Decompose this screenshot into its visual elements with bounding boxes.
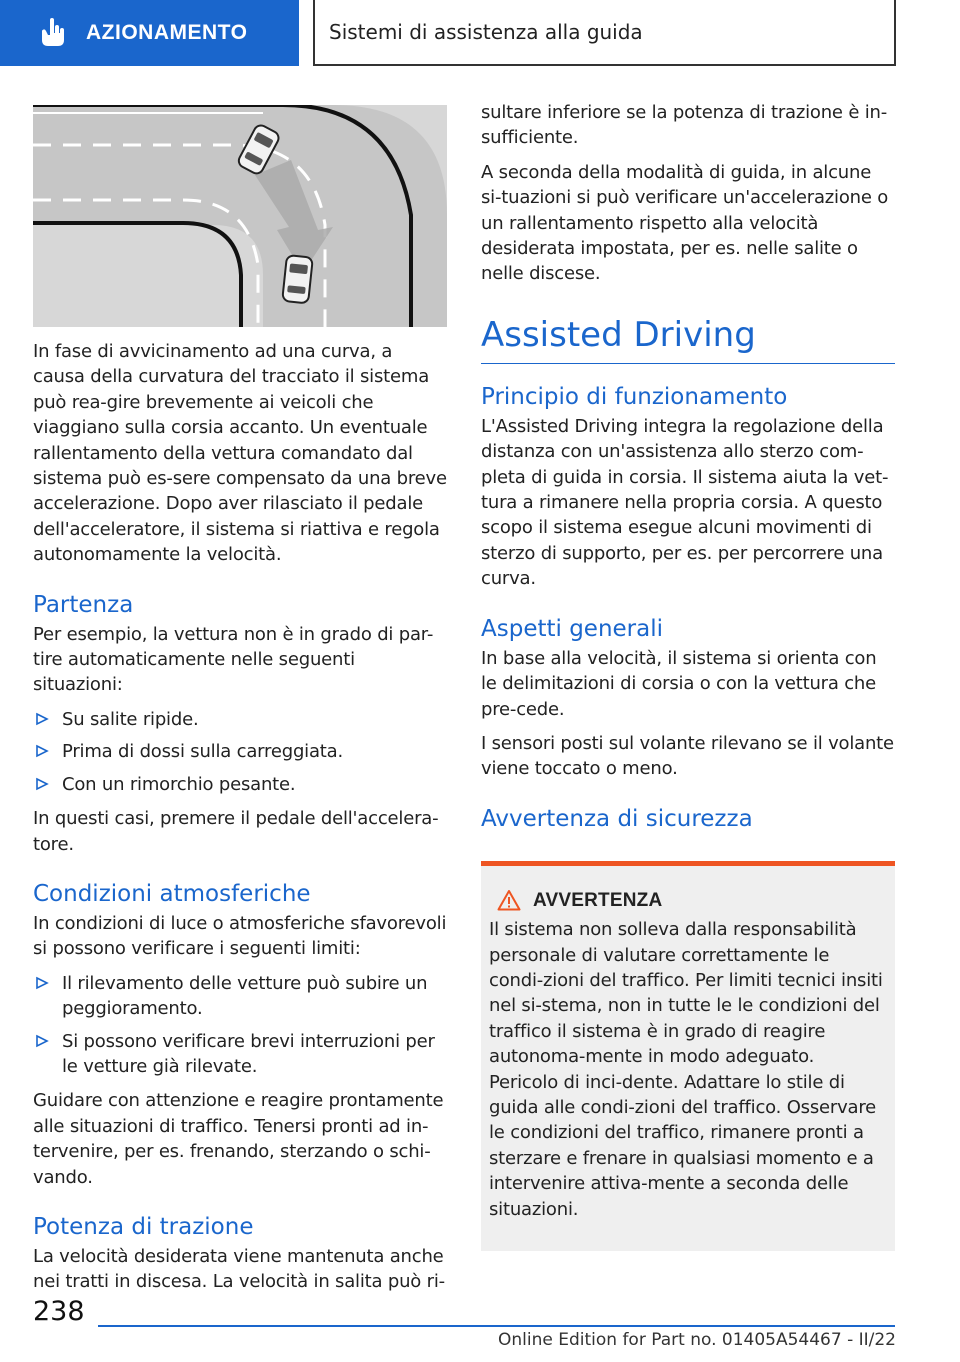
triangle-bullet-icon [35,709,49,729]
right-column [481,100,895,1251]
steering-hand-icon [34,16,68,50]
edition-text: Online Edition for Part no. 01405A54467 - II/22 [497,1330,896,1350]
triangle-bullet-icon [35,1031,49,1051]
partenza-list [33,707,447,797]
condizioni-paragraph: In condizioni di luce o atmosferiche sfavorevoli si possono verificare i seguenti limiti: [33,912,447,960]
section-label: AZIONAMENTO [86,21,248,44]
continuation-paragraph: sultare inferiore se la potenza di trazione è in-sufficiente. [481,102,888,149]
footer-divider [98,1325,895,1327]
heading-principio: Principio di funzionamento [481,383,788,410]
left-column [33,90,447,1304]
principio-paragraph: L'Assisted Driving integra la regolazione della distanza con un'assistenza allo sterzo com-pleta di guida in corsia. Il sistema aiuta la vet-tura a rimanere nella propria corsia. A questo scopo il sistema esegue alcuni movimenti di sterzo di supporto, per es. per percorrere una curva. [481,415,889,590]
heading-partenza: Partenza [33,591,134,618]
partenza-paragraph: Per esempio, la vettura non è in grado di par-tire automaticamente nelle seguenti situazioni: [33,623,434,696]
aspetti-paragraph-1: In base alla velocità, il sistema si orienta con le delimitazioni di corsia o con la vettura che pre-cede. [481,647,877,720]
heading-condizioni: Condizioni atmosferiche [33,880,311,907]
partenza-after: In questi casi, premere il pedale dell'accelera-tore. [33,808,439,855]
list-item: Si possono verificare brevi interruzioni per le vetture già rilevate. [33,1029,447,1080]
potenza-paragraph: La velocità desiderata viene mantenuta anche nei tratti in discesa. La velocità in salita può ri- [33,1245,445,1293]
warning-box [481,861,895,1251]
triangle-bullet-icon [35,741,49,761]
warning-label: AVVERTENZA [533,889,663,911]
chapter-title: Sistemi di assistenza alla guida [329,20,643,44]
list-item: Prima di dossi sulla carreggiata. [33,739,447,764]
list-item: Su salite ripide. [33,707,447,732]
header-section-tab [0,0,299,66]
intro-paragraph: In fase di avvicinamento ad una curva, a causa della curvatura del tracciato il sistema può rea-gire brevemente ai veicoli che viaggiano sulla corsia accanto. Un eventuale rallentamento della vettura comandato dal sistema può es-sere compensato da una breve accelerazione. Dopo aver rilasciato il pedale dell'acceleratore, il sistema si riattiva e regola autonomamente la velocità. [33,341,447,566]
heading-potenza: Potenza di trazione [33,1213,254,1240]
modalita-paragraph: A seconda della modalità di guida, in alcune si-tuazioni si può verificare un'accelerazione o un rallentamento rispetto alla velocità desiderata impostata, per es. nelle salite o nelle discese. [481,161,889,285]
warning-text: Il sistema non solleva dalla responsabilità personale di valutare correttamente le condi-zioni del traffico. Per limiti tecnici insiti nel si-stema, non in tutte le le condizioni del traffico il sistema è in grado di reagire autonoma-mente in modo adeguato. Pericolo di inci-dente. Adattare lo stile di guida alle condi-zioni del traffico. Osservare le condizioni del traffico, rimanere pronti a sterzare e frenare in qualsiasi momento e a intervenire attiva-mente a seconda delle situazioni. [489,919,883,1220]
list-item: Il rilevamento delle vetture può subire un peggioramento. [33,971,447,1022]
heading-aspetti: Aspetti generali [481,615,664,642]
warning-title [489,888,887,913]
heading-avvertenza: Avvertenza di sicurezza [481,805,753,832]
triangle-bullet-icon [35,973,49,993]
condizioni-list [33,971,447,1080]
curve-traffic-illustration [33,105,447,327]
heading-assisted-driving: Assisted Driving [481,313,895,364]
condizioni-after: Guidare con attenzione e reagire prontamente alle situazioni di traffico. Tenersi pronti ad in-tervenire, per es. frenando, sterzando o schi-vando. [33,1090,444,1188]
page-number: 238 [33,1296,85,1327]
triangle-bullet-icon [35,774,49,794]
list-item: Con un rimorchio pesante. [33,772,447,797]
chapter-title-box [313,0,896,66]
aspetti-paragraph-2: I sensori posti sul volante rilevano se il volante viene toccato o meno. [481,732,894,780]
warning-triangle-icon [497,889,521,911]
